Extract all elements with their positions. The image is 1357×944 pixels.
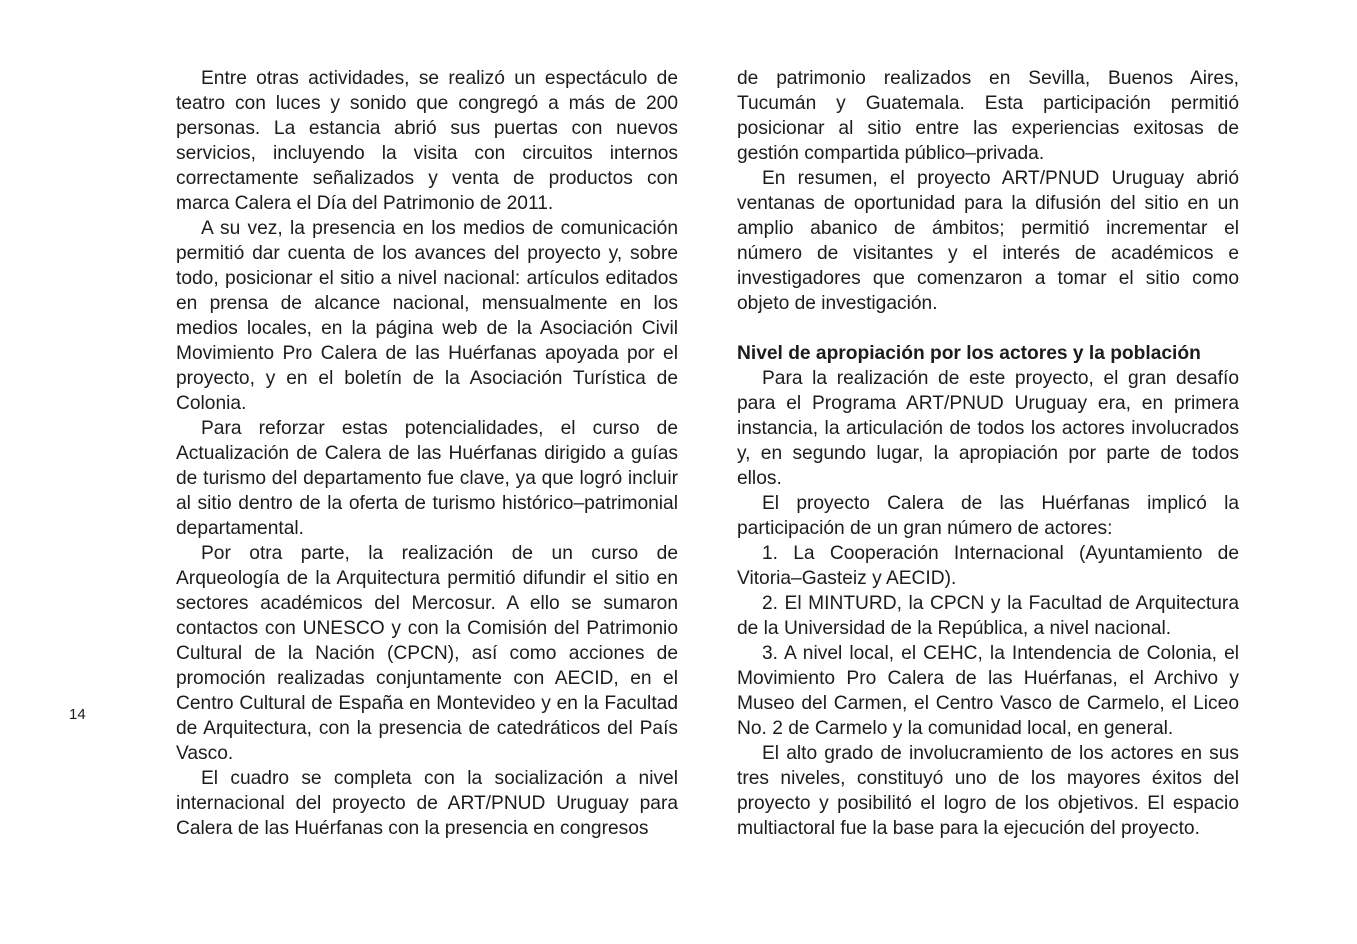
paragraph-challenge: Para la realización de este proyecto, el gran desafío para el Programa ART/PNUD Uruguay era, en primera instancia, la articulación de todos los actores involucrados y, en segundo lugar, la apropiación por parte de todos ellos. — [737, 368, 1239, 489]
list-item-local: 3. A nivel local, el CEHC, la Intendencia de Colonia, el Movimiento Pro Calera de las Huérfanas, el Archivo y Museo del Carmen, el Centro Vasco de Carmelo, el Liceo No. 2 de Carmelo y la comunidad local, en general. — [737, 643, 1239, 739]
section-heading: Nivel de apropiación por los actores y la población — [737, 343, 1201, 364]
paragraph-continuation: de patrimonio realizados en Sevilla, Buenos Aires, Tucumán y Guatemala. Esta participación permitió posicionar al sitio entre las experiencias exitosas de gestión compartida público–privada. — [737, 68, 1239, 164]
paragraph-international: El cuadro se completa con la socialización a nivel internacional del proyecto de ART/PNUD Uruguay para Calera de las Huérfanas con la presencia en congresos — [176, 768, 678, 839]
paragraph-archaeology-course: Por otra parte, la realización de un curso de Arqueología de la Arquitectura permitió difundir el sitio en sectores académicos del Mercosur. A ello se sumaron contactos con UNESCO y con la Comisión del Patrimonio Cultural de la Nación (CPCN), así como acciones de promoción realizadas conjuntamente con AECID, en el Centro Cultural de España en Montevideo y en la Facultad de Arquitectura, con la presencia de catedráticos del País Vasco. — [176, 543, 678, 764]
right-text-column — [737, 66, 1239, 841]
paragraph-summary: En resumen, el proyecto ART/PNUD Uruguay abrió ventanas de oportunidad para la difusión del sitio en un amplio abanico de ámbitos; permitió incrementar el número de visitantes y el interés de académicos e investigadores que comenzaron a tomar el sitio como objeto de investigación. — [737, 168, 1239, 314]
paragraph-activities: Entre otras actividades, se realizó un espectáculo de teatro con luces y sonido que congregó a más de 200 personas. La estancia abrió sus puertas con nuevos servicios, incluyendo la visita con circuitos internos correctamente señalizados y venta de productos con marca Calera el Día del Patrimonio de 2011. — [176, 68, 678, 214]
paragraph-conclusion: El alto grado de involucramiento de los actores en sus tres niveles, constituyó uno de los mayores éxitos del proyecto y posibilitó el logro de los objetivos. El espacio multiactoral fue la base para la ejecución del proyecto. — [737, 743, 1239, 839]
paragraph-guides-course: Para reforzar estas potencialidades, el curso de Actualización de Calera de las Huérfanas dirigido a guías de turismo del departamento fue clave, ya que logró incluir al sitio dentro de la oferta de turismo histórico–patrimonial departamental. — [176, 418, 678, 539]
paragraph-media-presence: A su vez, la presencia en los medios de comunicación permitió dar cuenta de los avances del proyecto y, sobre todo, posicionar el sitio a nivel nacional: artículos editados en prensa de alcance nacional, mensualmente en los medios locales, en la página web de la Asociación Civil Movimiento Pro Calera de las Huérfanas apoyada por el proyecto, y en el boletín de la Asociación Turística de Colonia. — [176, 218, 678, 414]
page-number: 14 — [69, 706, 86, 723]
list-item-national: 2. El MINTURD, la CPCN y la Facultad de Arquitectura de la Universidad de la República, a nivel nacional. — [737, 593, 1239, 639]
paragraph-actors-intro: El proyecto Calera de las Huérfanas implicó la participación de un gran número de actores: — [737, 493, 1239, 539]
list-item-international: 1. La Cooperación Internacional (Ayuntamiento de Vitoria–Gasteiz y AECID). — [737, 543, 1239, 589]
left-text-column — [176, 66, 678, 841]
